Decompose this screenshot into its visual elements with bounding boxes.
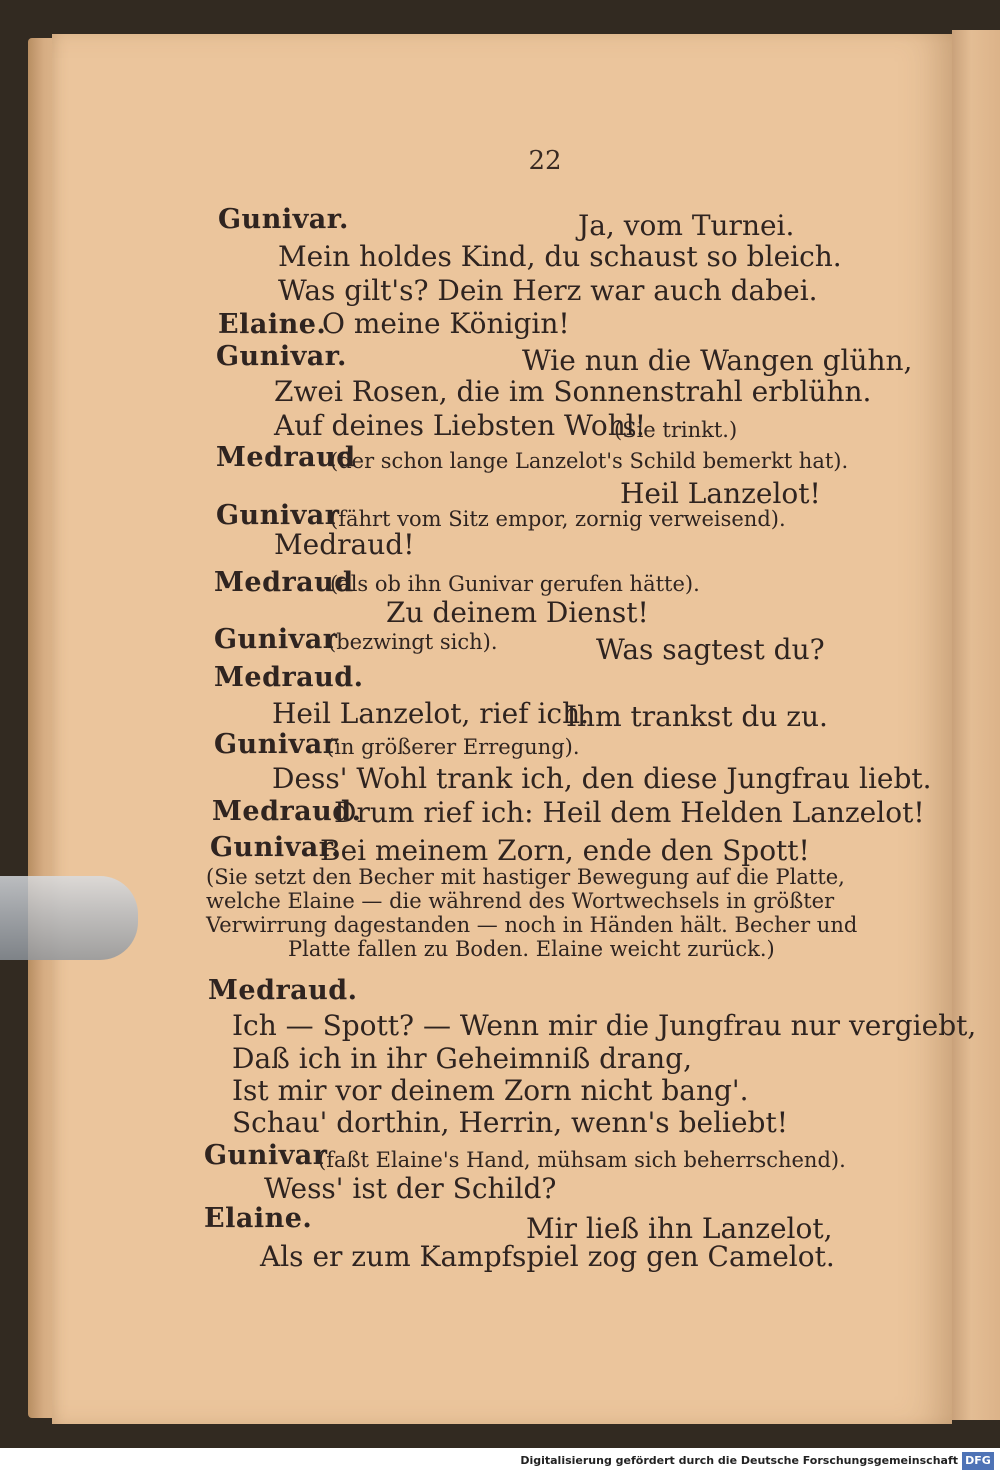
speaker-label: Gunivar [216,500,340,531]
verse-line: Dess' Wohl trank ich, den diese Jungfrau liebt. [272,762,932,795]
verse-line: Mir ließ ihn Lanzelot, [526,1212,833,1245]
speaker-label: Gunivar. [216,341,347,372]
stage-direction: (Sie trinkt.) [614,418,738,442]
verse-line: Heil Lanzelot! [620,477,821,510]
stage-direction-line: Platte fallen zu Boden. Elaine weicht zurück.) [288,937,775,961]
stage-direction: (der schon lange Lanzelot's Schild bemerkt hat). [330,449,849,473]
stage-direction-line: welche Elaine — die während des Wortwechsels in größter [206,889,835,913]
verse-line: Ich — Spott? — Wenn mir die Jungfrau nur vergiebt, [232,1009,977,1042]
verse-line: Als er zum Kampfspiel zog gen Camelot. [260,1240,835,1273]
speaker-label: Medraud. [214,662,364,693]
verse-line: Auf deines Liebsten Wohl! [274,409,646,442]
verse-line: Mein holdes Kind, du schaust so bleich. [278,240,842,273]
stage-direction: (in größerer Erregung). [326,735,580,759]
verse-line: Ist mir vor deinem Zorn nicht bang'. [232,1074,749,1107]
speaker-label: Gunivar. [218,204,349,235]
verse-line: O meine Königin! [322,307,570,340]
verse-line: Was sagtest du? [596,633,825,666]
facing-page-edge [952,30,1000,1420]
stage-direction: (als ob ihn Gunivar gerufen hätte). [330,572,700,596]
speaker-label: Medraud [214,567,354,598]
verse-line: Medraud! [274,528,415,561]
page-clip-tab [0,876,138,960]
verse-line: Ja, vom Turnei. [578,209,795,242]
speaker-label: Medraud. [212,796,362,827]
verse-line: Wess' ist der Schild? [264,1172,557,1205]
dfg-logo: DFG [962,1452,994,1470]
speaker-label: Gunivar [214,624,338,655]
page-number: 22 [528,146,562,176]
speaker-label: Medraud. [208,975,358,1006]
speaker-label: Gunivar [204,1140,328,1171]
verse-line: Daß ich in ihr Geheimniß drang, [232,1042,692,1075]
footer-credit: Digitalisierung gefördert durch die Deutsche Forschungsgemeinschaft [520,1454,958,1467]
speaker-label: Elaine. [204,1203,313,1234]
verse-line: Bei meinem Zorn, ende den Spott! [320,834,810,867]
verse-line: Was gilt's? Dein Herz war auch dabei. [278,274,818,307]
speaker-label: Gunivar [214,729,338,760]
stage-direction: (faßt Elaine's Hand, mühsam sich beherrschend). [318,1148,846,1172]
speaker-label: Elaine. [218,309,327,340]
verse-line: Drum rief ich: Heil dem Helden Lanzelot! [334,796,925,829]
verse-line: Zwei Rosen, die im Sonnenstrahl erblühn. [274,375,872,408]
speaker-label: Gunivar. [210,832,341,863]
verse-line: Ihm trankst du zu. [566,700,828,733]
verse-line: Schau' dorthin, Herrin, wenn's beliebt! [232,1106,788,1139]
verse-line: Wie nun die Wangen glühn, [522,344,913,377]
verse-line: Heil Lanzelot, rief ich. [272,697,590,730]
stage-direction: (bezwingt sich). [328,630,498,654]
verse-line: Zu deinem Dienst! [386,596,649,629]
stage-direction: (fährt vom Sitz empor, zornig verweisend). [330,507,786,531]
speaker-label: Medraud [216,442,356,473]
stage-direction-line: (Sie setzt den Becher mit hastiger Bewegung auf die Platte, [206,865,845,889]
stage-direction-line: Verwirrung dagestanden — noch in Händen hält. Becher und [206,913,858,937]
footer-bar [0,1448,1000,1476]
